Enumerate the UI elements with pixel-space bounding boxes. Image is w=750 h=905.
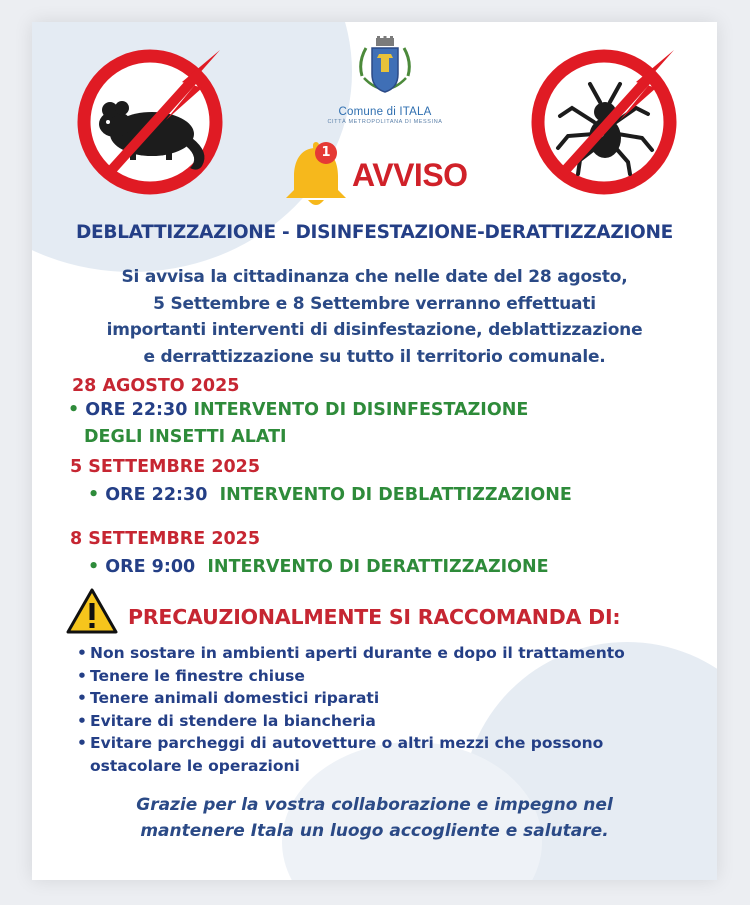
bullet: •	[88, 557, 100, 577]
schedule-description: INTERVENTO DI DEBLATTIZZAZIONE	[219, 485, 572, 505]
coat-of-arms-icon	[354, 36, 416, 102]
thanks-line: mantenere Itala un luogo accogliente e salutare.	[140, 821, 609, 841]
thanks-line: Grazie per la vostra collaborazione e impegno nel	[136, 795, 613, 815]
schedule-description: INTERVENTO DI DERATTIZZAZIONE	[207, 557, 549, 577]
intro-paragraph	[32, 264, 717, 370]
list-item: • Tenere le finestre chiuse	[77, 666, 305, 685]
list-item: • Tenere animali domestici riparati	[77, 689, 380, 707]
schedule-description-cont: DEGLI INSETTI ALATI	[84, 427, 287, 447]
bullet: •	[88, 485, 100, 505]
notice-title: AVVISO	[352, 157, 468, 193]
no-rat-icon	[70, 42, 230, 202]
bullet: •	[68, 400, 80, 420]
schedule-time: ORE 22:30	[85, 400, 188, 420]
notification-badge: 1	[315, 142, 337, 164]
intro-line: importanti interventi di disinfestazione, deblattizzazione	[106, 320, 643, 340]
list-item-cont: ostacolare le operazioni	[90, 756, 300, 775]
municipality-subtitle: CITTÀ METROPOLITANA DI MESSINA	[327, 119, 443, 125]
headline: DEBLATTIZZAZIONE - DISINFESTAZIONE-DERATTIZZAZIONE	[76, 222, 673, 243]
schedule-item	[88, 485, 572, 505]
thanks-message	[32, 792, 717, 844]
schedule-description: INTERVENTO DI DISINFESTAZIONE	[193, 400, 529, 420]
schedule-date: 5 SETTEMBRE 2025	[70, 457, 261, 477]
list-item: • Evitare di stendere la biancheria	[77, 711, 376, 730]
warning-icon	[66, 587, 118, 635]
warning-title: PRECAUZIONALMENTE SI RACCOMANDA DI:	[128, 605, 621, 629]
schedule-time: ORE 9:00	[105, 557, 196, 577]
no-insect-icon	[524, 42, 684, 202]
schedule-item	[88, 557, 549, 577]
intro-line: 5 Settembre e 8 Settembre verranno effettuati	[153, 293, 596, 314]
schedule-time: ORE 22:30	[105, 485, 208, 505]
notice-poster	[32, 22, 717, 880]
schedule-date: 8 SETTEMBRE 2025	[70, 529, 261, 549]
list-item: • Evitare parcheggi di autovetture o altri mezzi che possono	[77, 734, 604, 752]
schedule-item	[68, 400, 528, 420]
intro-line: Si avvisa la cittadinanza che nelle date del 28 agosto,	[121, 267, 628, 287]
intro-line: e derrattizzazione su tutto il territorio comunale.	[143, 346, 606, 367]
municipality-logo	[320, 36, 450, 125]
schedule-date: 28 AGOSTO 2025	[72, 376, 240, 396]
precautions-list	[77, 642, 625, 777]
list-item: • Non sostare in ambienti aperti durante e dopo il trattamento	[77, 644, 625, 662]
municipality-name: Comune di ITALA	[338, 106, 432, 118]
